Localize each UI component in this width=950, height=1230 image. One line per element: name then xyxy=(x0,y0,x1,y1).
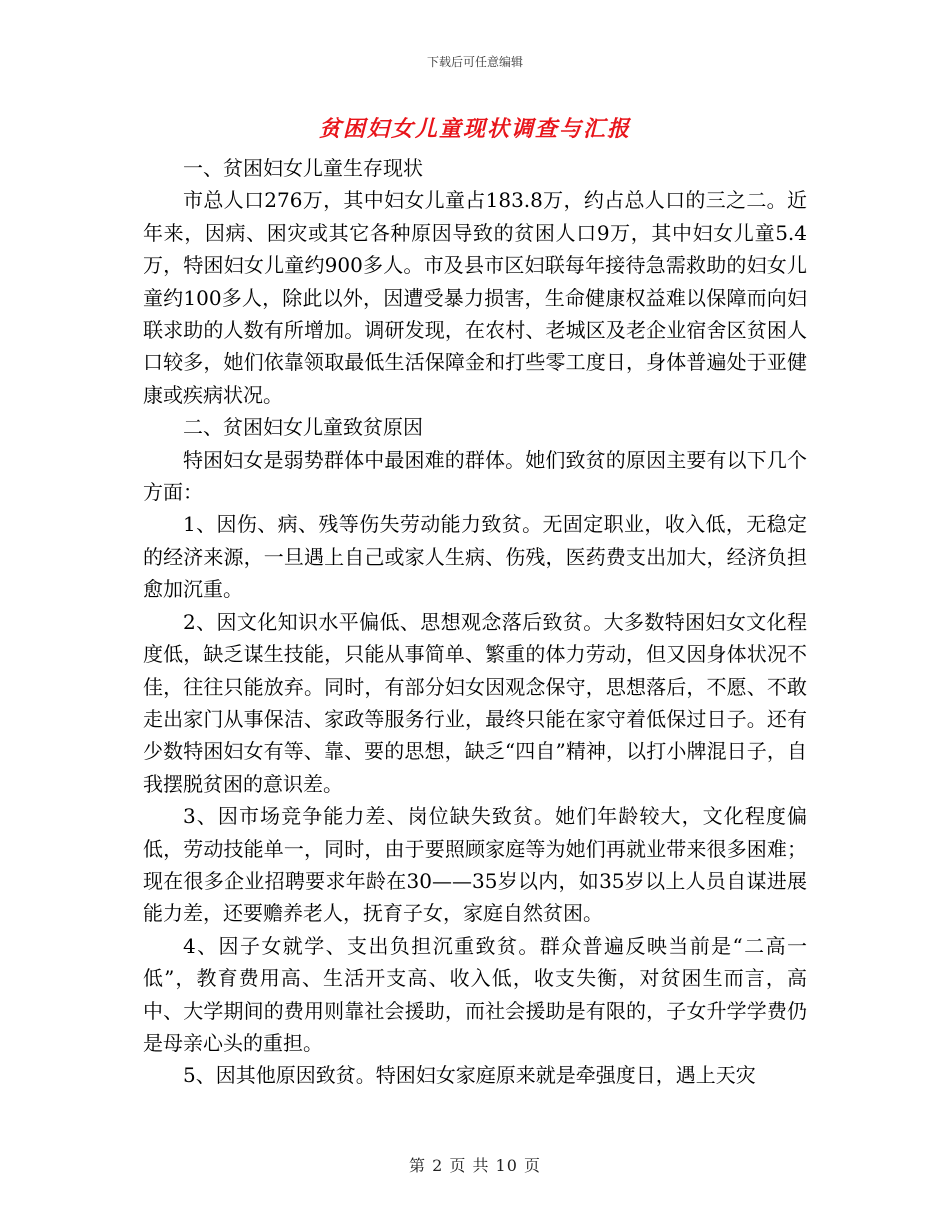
list-item: 2、因文化知识水平偏低、思想观念落后致贫。大多数特困妇女文化程度低，缺乏谋生技能，只能从事简单、繁重的体力劳动，但又因身体状况不佳，往往只能放弃。同时，有部分妇女因观念保守，思想落后，不愿、不敢走出家门从事保洁、家政等服务行业，最终只能在家守着低保过日子。还有少数特困妇女有等、靠、要的思想，缺乏“四自”精神，以打小牌混日子，自我摆脱贫困的意识差。 xyxy=(143,609,807,796)
paragraph: 特困妇女是弱势群体中最困难的群体。她们致贫的原因主要有以下几个方面： xyxy=(143,447,807,505)
header-note: 下载后可任意编辑 xyxy=(426,55,523,69)
section-heading-1: 一、贫困妇女儿童生存现状 xyxy=(183,156,423,180)
list-item: 4、因子女就学、支出负担沉重致贫。群众普遍反映当前是“二高一低”，教育费用高、生活开支高、收入低，收支失衡，对贫困生而言，高中、大学期间的费用则靠社会援助，而社会援助是有限的，子女升学学费仍是母亲心头的重担。 xyxy=(143,933,807,1055)
page-number: 第 2 页 共 10 页 xyxy=(409,1156,541,1175)
list-item: 3、因市场竞争能力差、岗位缺失致贫。她们年龄较大，文化程度偏低，劳动技能单一，同时，由于要照顾家庭等为她们再就业带来很多困难；现在很多企业招聘要求年龄在30——35岁以内，如35岁以上人员自谋进展能力差，还要赡养老人，抚育子女，家庭自然贫困。 xyxy=(143,804,807,926)
list-item: 5、因其他原因致贫。特困妇女家庭原来就是牵强度日，遇上天灾 xyxy=(183,1063,756,1088)
document-title: 贫困妇女儿童现状调查与汇报 xyxy=(318,116,631,142)
paragraph: 市总人口276万，其中妇女儿童占183.8万，约占总人口的三之二。近年来，因病、困灾或其它各种原因导致的贫困人口9万，其中妇女儿童5.4万，特困妇女儿童约900多人。市及县市区妇联每年接待急需救助的妇女儿童约100多人，除此以外，因遭受暴力损害，生命健康权益难以保障而向妇联求助的人数有所增加。调研发现，在农村、老城区及老企业宿舍区贫困人口较多，她们依靠领取最低生活保障金和打些零工度日，身体普遍处于亚健康或疾病状况。 xyxy=(143,188,807,407)
document-body xyxy=(143,152,807,1092)
section-heading-2: 二、贫困妇女儿童致贫原因 xyxy=(183,415,423,440)
list-item: 1、因伤、病、残等伤失劳动能力致贫。无固定职业，收入低，无稳定的经济来源，一旦遇上自己或家人生病、伤残，医药费支出加大，经济负担愈加沉重。 xyxy=(143,512,807,602)
